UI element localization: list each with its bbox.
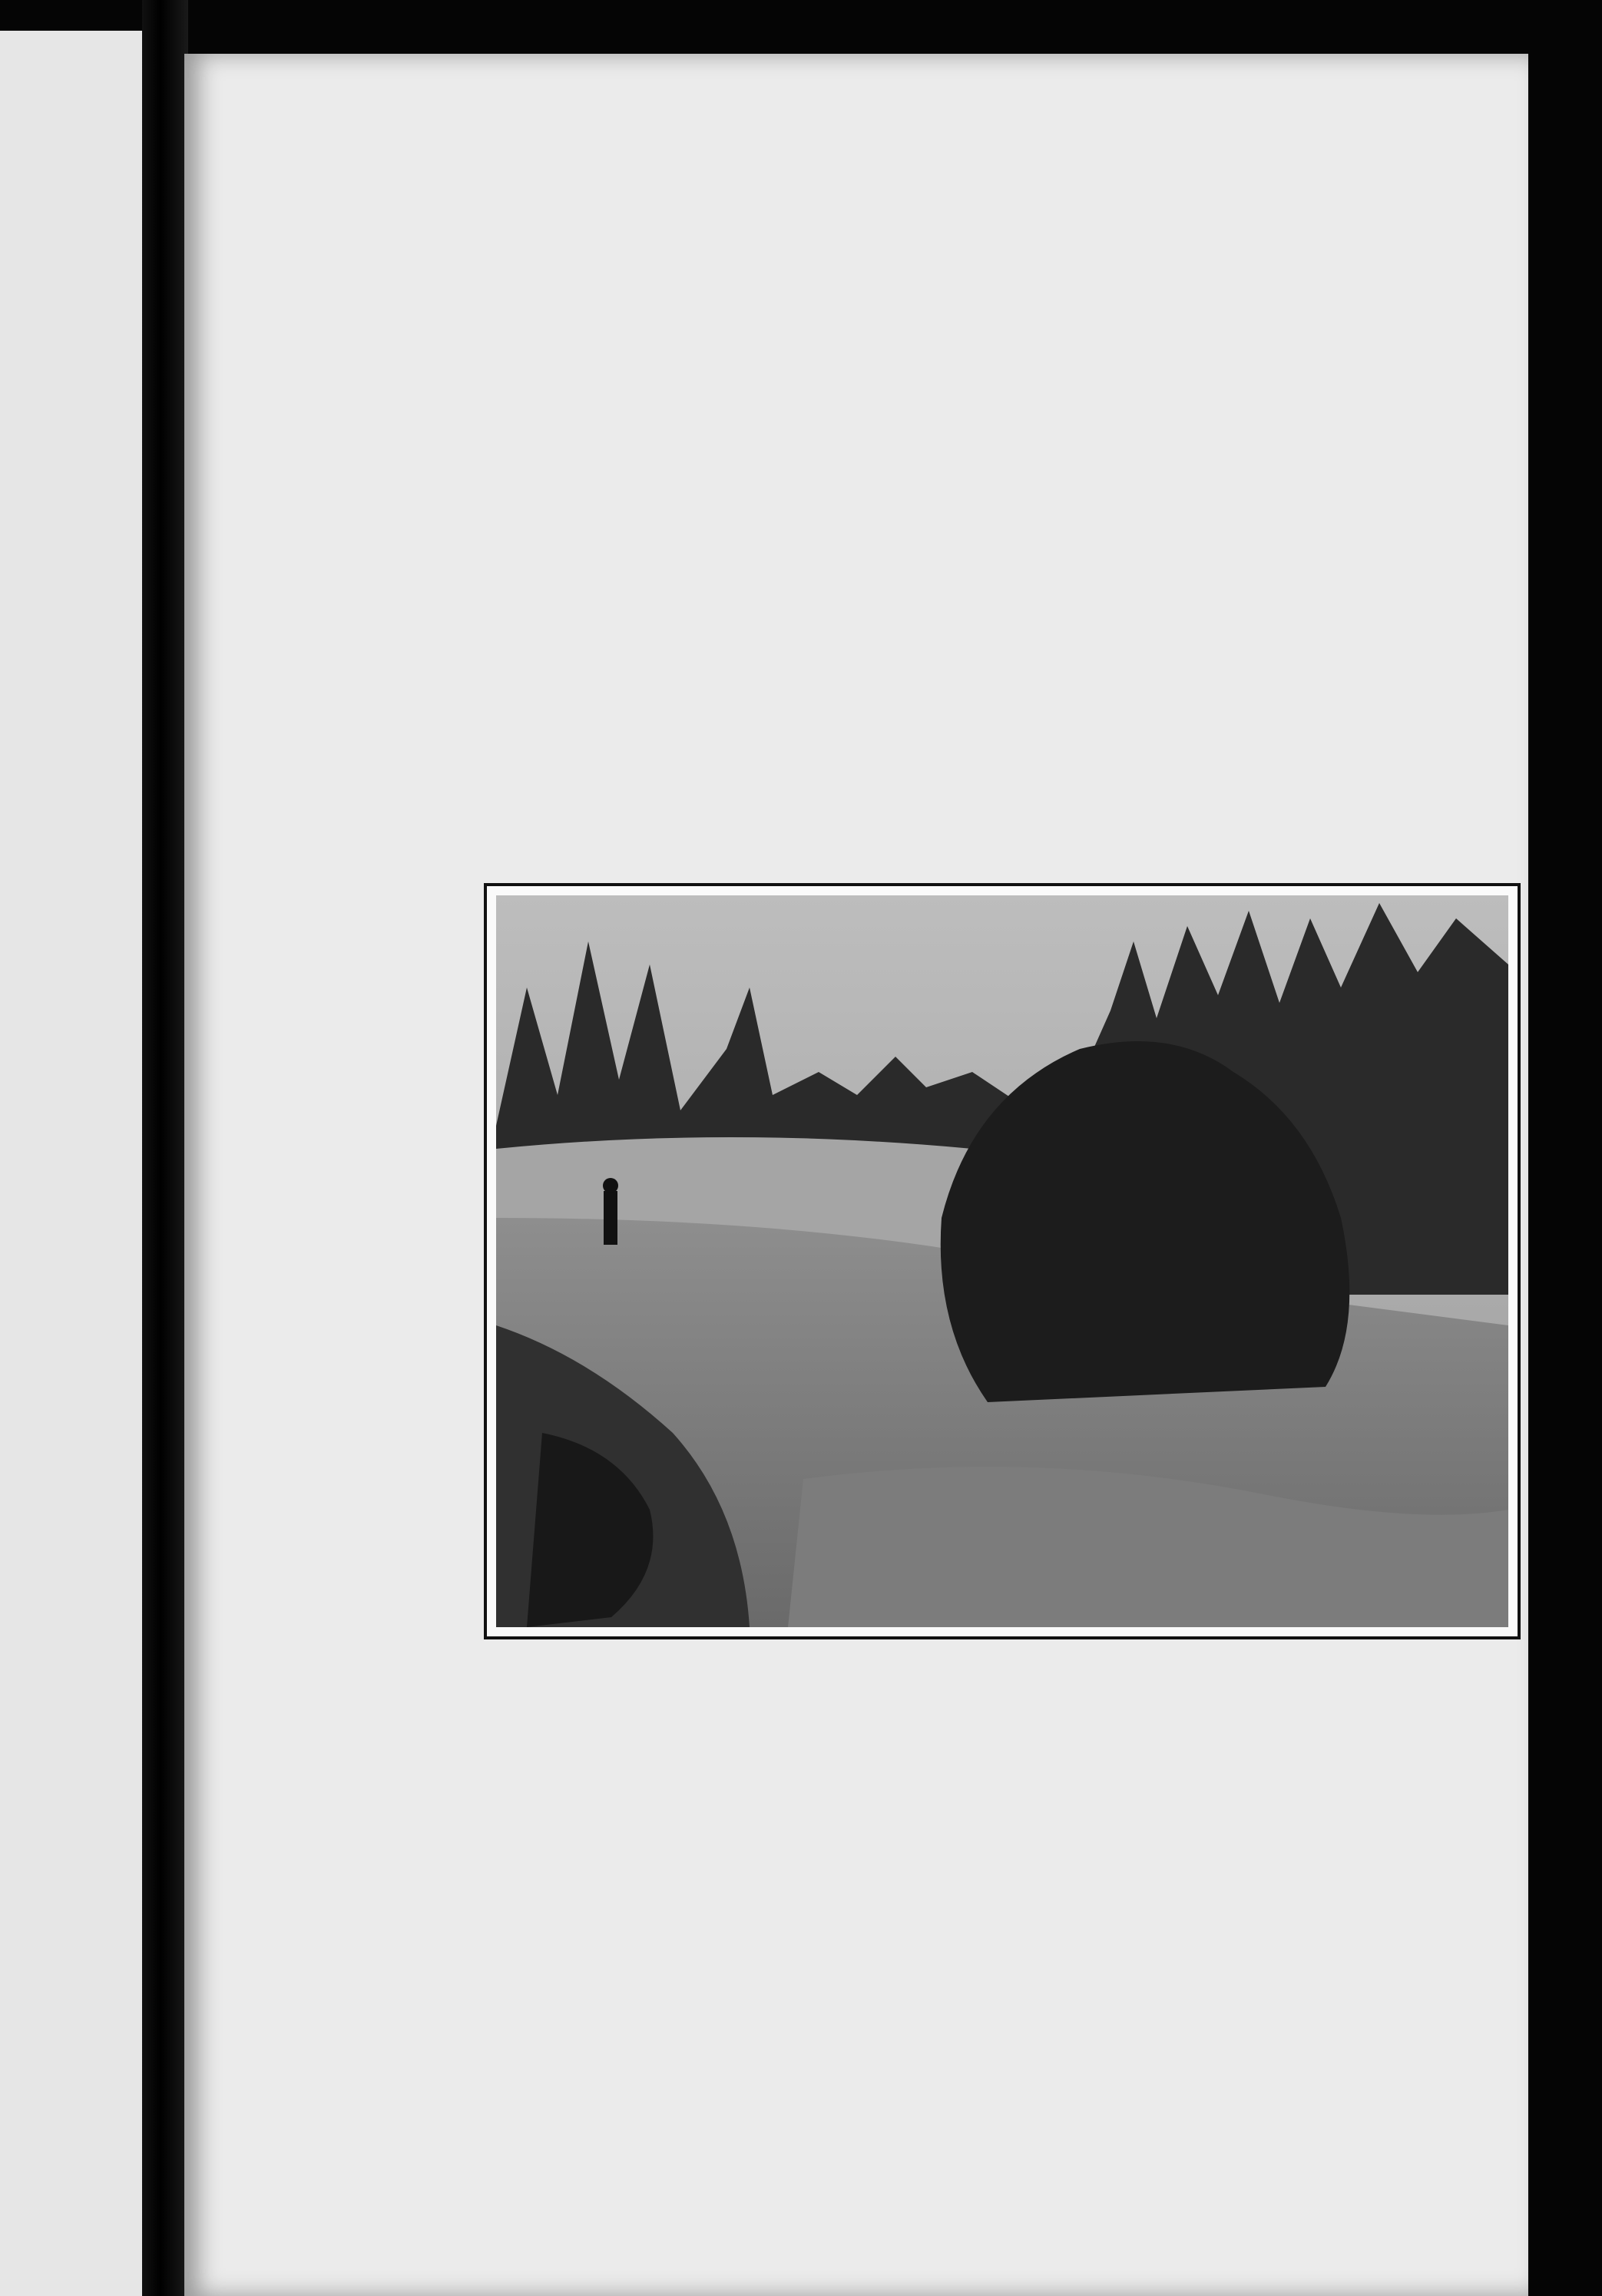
- book-gutter: [142, 0, 188, 2296]
- river-rock-photo: [484, 883, 1521, 1639]
- previous-page-strip: [0, 31, 142, 2296]
- photo-image: [496, 895, 1508, 1627]
- page-5: [184, 54, 1528, 2296]
